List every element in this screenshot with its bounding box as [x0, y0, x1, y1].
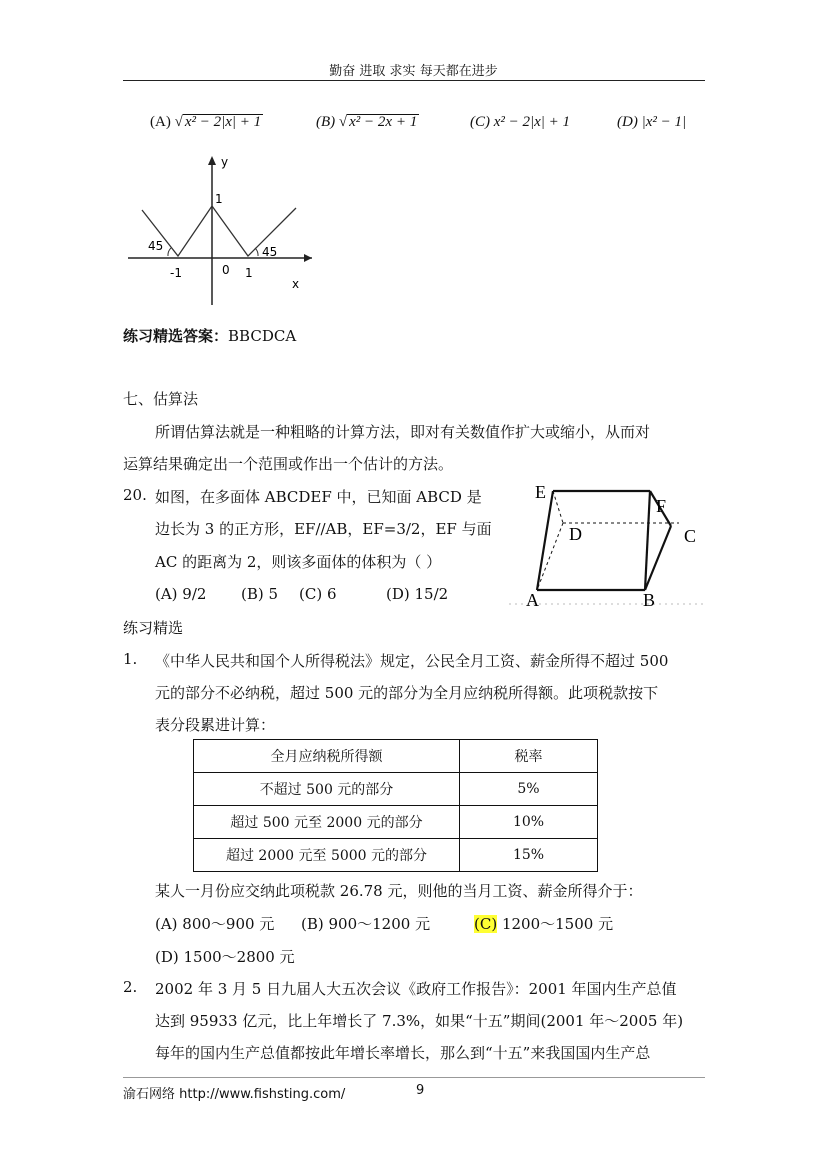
q2-line3: 每年的国内生产总值都按此年增长率增长，那么到“十五”来我国国内生产总: [155, 1044, 651, 1062]
q20-option-a: (A) 9/2: [155, 585, 207, 603]
table-cell: 超过 500 元至 2000 元的部分: [194, 806, 460, 839]
q20-option-c: (C) 6: [299, 585, 337, 603]
section-intro-line2: 运算结果确定出一个范围或作出一个估计的方法。: [123, 455, 454, 473]
y-axis-label: y: [221, 155, 229, 169]
q1-line2: 元的部分不必纳税，超过 500 元的部分为全月应纳税所得额。此项税款按下: [155, 684, 659, 702]
vertex-f: F: [656, 496, 667, 516]
angle-right-label: 45: [262, 245, 278, 259]
polyhedron-figure: [505, 478, 707, 608]
table-cell: 超过 2000 元至 5000 元的部分: [194, 839, 460, 872]
table-header-cell: 全月应纳税所得额: [194, 740, 460, 773]
q2-line2: 达到 95933 亿元，比上年增长了 7.3%，如果“十五”期间(2001 年～2005 年): [155, 1012, 684, 1030]
neg-one-label: -1: [170, 266, 182, 280]
table-row: [194, 839, 598, 872]
q20-number: 20.: [123, 486, 147, 504]
q1-option-a: (A) 800～900 元: [155, 915, 275, 933]
answers-line: 练习精选答案：BBCDCA: [123, 327, 297, 345]
tax-rate-table: [193, 739, 598, 872]
table-row: [194, 806, 598, 839]
option-c: (C) x² − 2|x| + 1: [470, 114, 571, 130]
q1-number: 1.: [123, 650, 138, 668]
vertex-c: C: [684, 526, 697, 546]
section-title: 七、估算法: [123, 390, 199, 408]
y-axis-arrow-icon: [208, 156, 216, 165]
q20-option-d: (D) 15/2: [386, 585, 449, 603]
header-rule: [123, 80, 705, 81]
footer-site: 渝石网络 http://www.fishsting.com/: [123, 1087, 346, 1102]
q1-line1: 《中华人民共和国个人所得税法》规定，公民全月工资、薪金所得不超过 500: [155, 652, 669, 670]
practice-title: 练习精选: [123, 619, 184, 637]
table-header-row: [194, 740, 598, 773]
y-intercept-label: 1: [215, 192, 223, 206]
abs-function-graph: [120, 150, 320, 310]
option-b: (B) √ x² − 2x + 1: [316, 114, 418, 130]
angle-arc-left: [168, 248, 171, 256]
q1-line3: 表分段累进计算：: [155, 716, 276, 734]
q20-line1: 如图，在多面体 ABCDEF 中，已知面 ABCD 是: [155, 488, 482, 506]
vertex-b: B: [643, 590, 656, 608]
q1-option-c: (C) 1200～1500 元: [474, 915, 614, 933]
table-cell: 10%: [460, 806, 598, 839]
table-cell: 不超过 500 元的部分: [194, 773, 460, 806]
angle-left-label: 45: [148, 239, 164, 253]
option-a: (A) √ x² − 2|x| + 1: [150, 114, 262, 130]
header-motto: 勤奋 进取 求实 每天都在进步: [329, 64, 498, 79]
pos-one-label: 1: [245, 266, 253, 280]
x-axis-arrow-icon: [304, 254, 312, 262]
q2-number: 2.: [123, 978, 138, 996]
q20-line2: 边长为 3 的正方形，EF//AB，EF=3/2，EF 与面: [155, 520, 492, 538]
table-row: [194, 773, 598, 806]
angle-arc-right: [255, 248, 258, 256]
option-d: (D) |x² − 1|: [617, 114, 687, 130]
table-header-cell: 税率: [460, 740, 598, 773]
vertex-e: E: [535, 482, 546, 502]
highlighted-answer: (C): [474, 915, 498, 933]
section-intro-line1: 所谓估算法就是一种粗略的计算方法，即对有关数值作扩大或缩小，从而对: [155, 423, 651, 441]
vertex-a: A: [526, 590, 539, 608]
q20-line3: AC 的距离为 2，则该多面体的体积为（ ）: [155, 553, 442, 571]
origin-label: 0: [222, 263, 230, 277]
table-cell: 5%: [460, 773, 598, 806]
q1-option-d: (D) 1500～2800 元: [155, 948, 295, 966]
q20-option-b: (B) 5: [241, 585, 279, 603]
footer-rule: [123, 1077, 705, 1078]
q1-question: 某人一月份应交纳此项税款 26.78 元，则他的当月工资、薪金所得介于：: [155, 882, 643, 900]
x-axis-label: x: [292, 277, 300, 291]
q2-line1: 2002 年 3 月 5 日九届人大五次会议《政府工作报告》：2001 年国内生产总值: [155, 980, 677, 998]
table-cell: 15%: [460, 839, 598, 872]
vertex-d: D: [569, 524, 582, 544]
page-number: 9: [416, 1083, 425, 1098]
q1-option-b: (B) 900～1200 元: [301, 915, 431, 933]
